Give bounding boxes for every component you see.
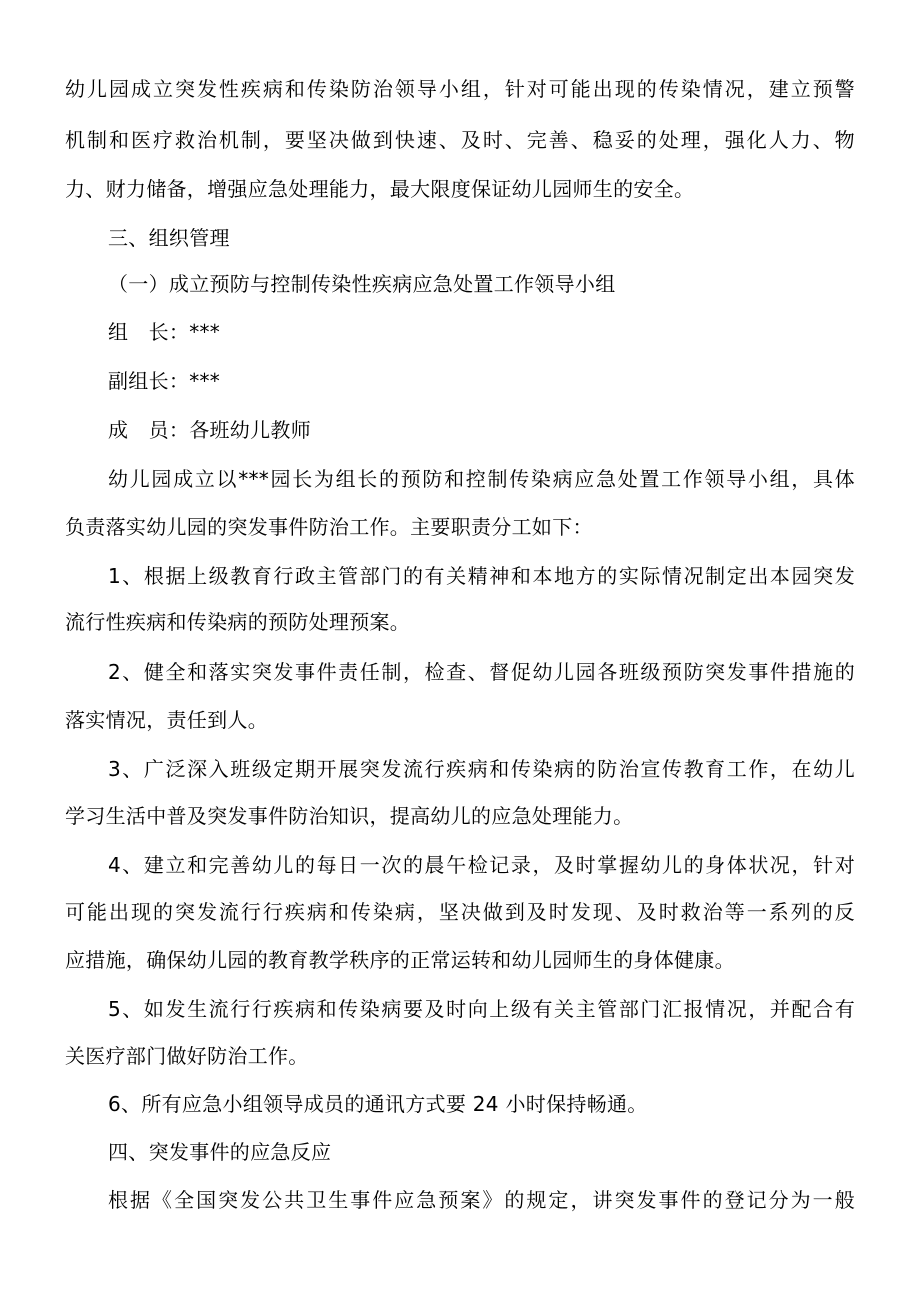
roster-line: 副组长：*** <box>108 369 221 393</box>
text-line: 幼儿园成立突发性疾病和传染防治领导小组，针对可能出现的传染情况，建立预警 <box>65 77 855 101</box>
list-item-line: 落实情况，责任到人。 <box>65 708 268 732</box>
list-item-line: 可能出现的突发流行行疾病和传染病，坚决做到及时发现、及时救治等一系列的反 <box>65 900 855 924</box>
list-item-line: 流行性疾病和传染病的预防处理预案。 <box>65 610 411 634</box>
list-item-line: 4、建立和完善幼儿的每日一次的晨午检记录，及时掌握幼儿的身体状况，针对 <box>108 853 855 877</box>
text-line: 负责落实幼儿园的突发事件防治工作。主要职责分工如下： <box>65 515 593 539</box>
roster-line: 组 长：*** <box>108 320 221 344</box>
list-item-line: 5、如发生流行行疾病和传染病要及时向上级有关主管部门汇报情况，并配合有 <box>108 997 855 1021</box>
list-item-line: 2、健全和落实突发事件责任制，检查、督促幼儿园各班级预防突发事件措施的 <box>108 660 855 684</box>
list-item-line: 应措施，确保幼儿园的教育教学秩序的正常运转和幼儿园师生的身体健康。 <box>65 948 735 972</box>
text-line: 幼儿园成立以***园长为组长的预防和控制传染病应急处置工作领导小组，具体 <box>108 467 855 491</box>
section-heading: 三、组织管理 <box>108 226 230 250</box>
list-item-line: 1、根据上级教育行政主管部门的有关精神和本地方的实际情况制定出本园突发 <box>108 564 855 588</box>
list-item-line: 6、所有应急小组领导成员的通讯方式要 24 小时保持畅通。 <box>108 1092 648 1116</box>
list-item-line: 3、广泛深入班级定期开展突发流行疾病和传染病的防治宣传教育工作，在幼儿 <box>108 757 855 781</box>
text-line: 力、财力储备，增强应急处理能力，最大限度保证幼儿园师生的安全。 <box>65 177 695 201</box>
text-line: 根据《全国突发公共卫生事件应急预案》的规定，讲突发事件的登记分为一般 <box>108 1188 855 1212</box>
list-item-line: 学习生活中普及突发事件防治知识，提高幼儿的应急处理能力。 <box>65 804 634 828</box>
roster-line: 成 员：各班幼儿教师 <box>108 418 311 442</box>
subsection-heading: （一）成立预防与控制传染性疾病应急处置工作领导小组 <box>108 272 616 296</box>
text-line: 机制和医疗救治机制，要坚决做到快速、及时、完善、稳妥的处理，强化人力、物 <box>65 128 855 152</box>
list-item-line: 关医疗部门做好防治工作。 <box>65 1044 309 1068</box>
section-heading: 四、突发事件的应急反应 <box>108 1140 332 1164</box>
